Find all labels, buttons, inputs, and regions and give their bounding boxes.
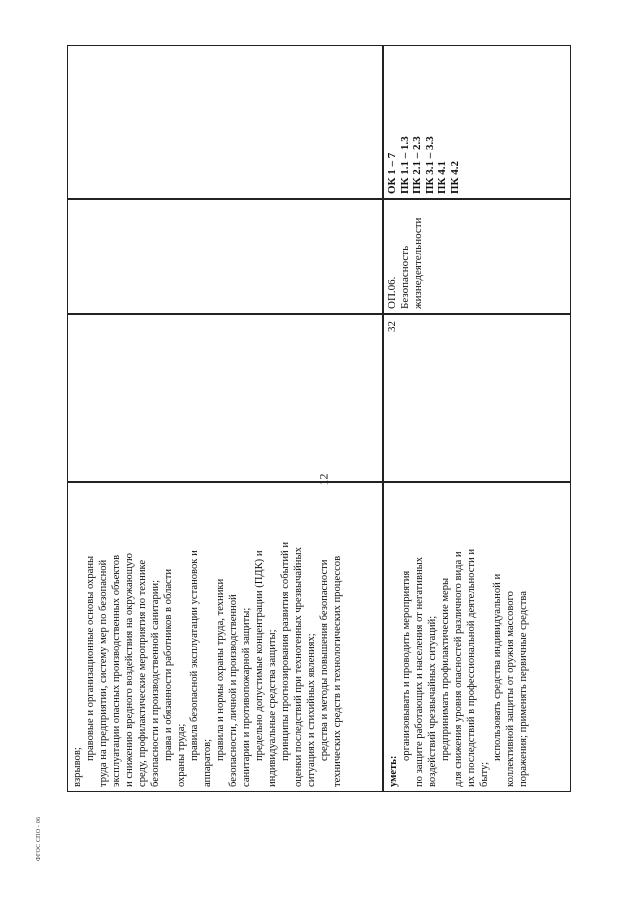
knowledge-text [71, 486, 344, 787]
footer-code: ФГОС СПО - 06 [36, 816, 42, 861]
competency-item: ПК 2.1 – 2.3 [411, 136, 423, 194]
competencies-cell [383, 45, 571, 199]
skills-line: предпринимать профилактические меры [440, 577, 451, 761]
skills-text [400, 486, 530, 787]
knowledge-line: аппаратов; [202, 738, 213, 787]
knowledge-line: технических средств и технологических процессов [332, 555, 343, 787]
skills-cell [383, 482, 571, 792]
knowledge-line: предельно допустимые концентрации (ПДК) и [254, 550, 265, 761]
knowledge-line: права и обязанности работников в области [163, 568, 174, 761]
requirements-table [67, 45, 571, 792]
page-number: 12 [316, 473, 331, 486]
knowledge-line: взрывов; [72, 747, 83, 787]
knowledge-line: индивидуальные средства защиты; [267, 629, 278, 787]
skills-line: использовать средства индивидуальной и [492, 573, 503, 761]
skills-line: их последствий в профессиональной деятельности и [466, 548, 477, 787]
empty-cell-col2-top [67, 314, 383, 482]
knowledge-line: и снижению вредного воздействия на окружающую [124, 553, 135, 787]
knowledge-line: безопасности, личной и производственной [228, 594, 239, 787]
knowledge-line: правила безопасной эксплуатации установок и [189, 550, 200, 761]
discipline-name-line-2: жизнедеятельности [412, 217, 424, 309]
hours-value: 32 [386, 321, 398, 332]
competency-item: ПК 4.1 [436, 160, 448, 194]
discipline-code: ОП.06. [386, 276, 398, 309]
skills-heading: уметь: [388, 755, 399, 787]
table-frame [67, 45, 571, 792]
knowledge-line: охраны труда; [176, 723, 187, 787]
empty-cell-col4-top [67, 45, 383, 199]
discipline-name-line-1: Безопасность [399, 245, 411, 309]
knowledge-line: среду, профилактические мероприятия по технике [137, 559, 148, 787]
competency-item: ПК 1.1 – 1.3 [398, 136, 411, 194]
knowledge-line: принципы прогнозирования развития событий и [280, 542, 291, 761]
skills-line: поражения; применять первичные средства [518, 591, 529, 787]
knowledge-line: средства и методы повышения безопасности [319, 559, 330, 761]
knowledge-line: эксплуатации опасных производственных объектов [111, 554, 122, 787]
competency-item: ПК 3.1 – 3.3 [423, 136, 436, 194]
knowledge-cell [67, 482, 383, 792]
knowledge-line: оценки последствий при техногенных чрезвычайных [293, 547, 304, 787]
knowledge-line: труда на предприятии, систему мер по безопасной [98, 559, 109, 787]
skills-line: для снижения уровня опасностей различного вида и [453, 551, 464, 787]
skills-line: коллективной защиты от оружия массового [505, 591, 516, 787]
knowledge-line: ситуациях и стихийных явлениях; [306, 633, 317, 787]
skills-line: по защите работающих и населения от негативных [414, 556, 425, 787]
hours-cell [383, 314, 571, 482]
competency-item: ПК 4.2 [448, 160, 461, 194]
knowledge-line: правовые и организационные основы охраны [85, 555, 96, 761]
knowledge-line: санитарии и противопожарной защиты; [241, 607, 252, 787]
skills-line: быту; [479, 761, 490, 787]
competency-item: ОК 1 – 7 [386, 152, 398, 194]
empty-cell-col3-top [67, 199, 383, 314]
skills-line: воздействий чрезвычайных ситуаций; [427, 615, 438, 787]
knowledge-line: безопасности и производственной санитарии; [150, 579, 161, 787]
knowledge-line: правила и нормы охраны труда, техники [215, 578, 226, 761]
discipline-cell [383, 199, 571, 314]
skills-line: организовывать и проводить мероприятия [401, 570, 412, 761]
